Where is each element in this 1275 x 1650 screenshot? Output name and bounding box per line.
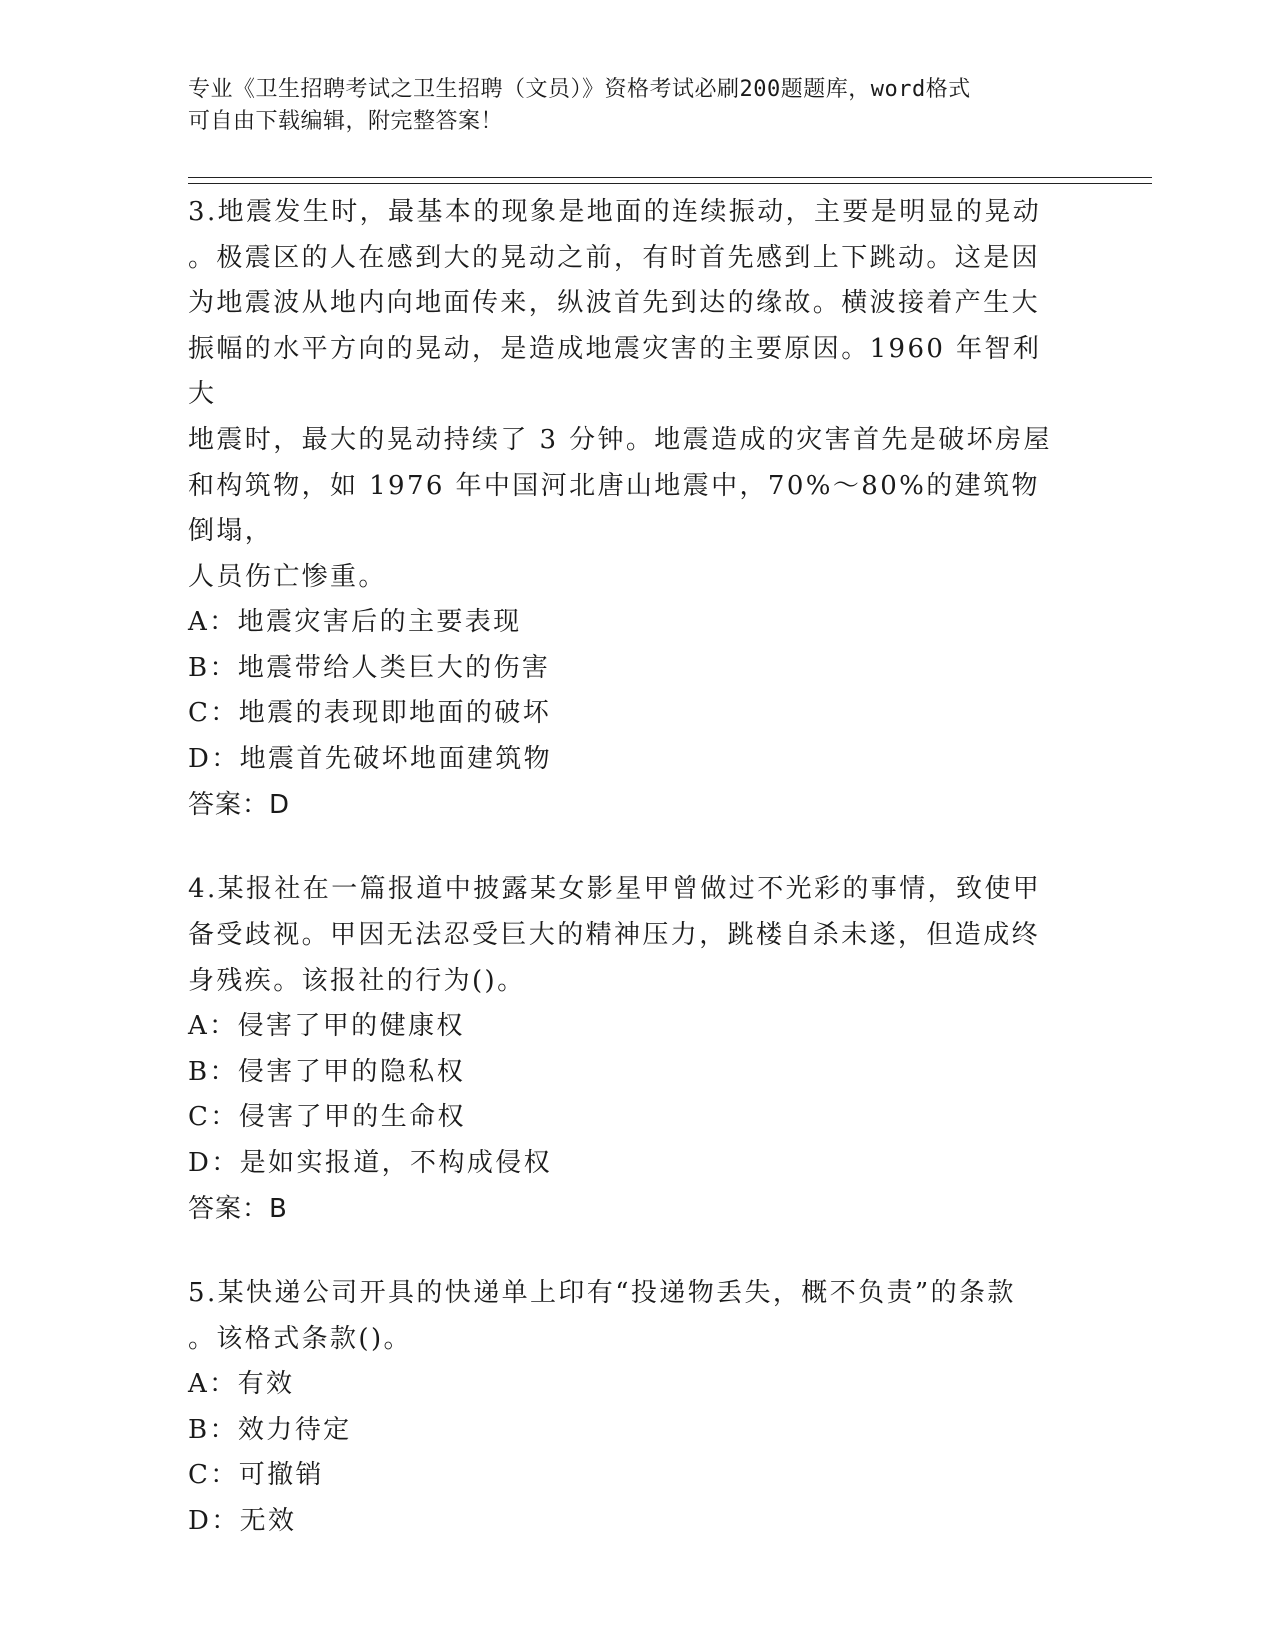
option-b: B：侵害了甲的隐私权 (188, 1056, 466, 1087)
answer-line: 答案：B (188, 1194, 288, 1225)
option-c: C：地震的表现即地面的破坏 (188, 698, 552, 729)
question-5 (188, 1271, 1068, 1544)
document-header (188, 74, 1068, 138)
option-d: D：是如实报道，不构成侵权 (188, 1147, 553, 1178)
question-stem-line: 人员伤亡惨重。 (188, 561, 387, 592)
question-stem-line: 地震时，最大的晃动持续了 3 分钟。地震造成的灾害首先是破坏房屋 (188, 424, 1052, 455)
question-stem-line: 和构筑物，如 1976 年中国河北唐山地震中，70%～80%的建筑物倒塌， (188, 470, 1040, 547)
header-divider-top (188, 177, 1152, 178)
option-c: C：可撤销 (188, 1460, 324, 1491)
option-b: B：地震带给人类巨大的伤害 (188, 652, 551, 683)
question-list (188, 190, 1068, 1544)
option-b: B：效力待定 (188, 1414, 352, 1445)
option-a: A：地震灾害后的主要表现 (188, 607, 522, 638)
option-c: C：侵害了甲的生命权 (188, 1102, 466, 1133)
question-stem-line: 3.地震发生时，最基本的现象是地面的连续振动，主要是明显的晃动 (188, 197, 1042, 227)
question-stem-line: 备受歧视。甲因无法忍受巨大的精神压力，跳楼自杀未遂，但造成终 (188, 919, 1041, 950)
question-stem-line: 振幅的水平方向的晃动，是造成地震灾害的主要原因。1960 年智利大 (188, 333, 1042, 410)
question-stem-line: 身残疾。该报社的行为()。 (188, 965, 526, 996)
answer-line: 答案：D (188, 790, 291, 821)
header-line-1: 专业《卫生招聘考试之卫生招聘（文员）》资格考试必刷200题题库，word格式 (188, 77, 971, 102)
question-stem-line: 为地震波从地内向地面传来，纵波首先到达的缘故。横波接着产生大 (188, 288, 1041, 319)
question-stem-line: 5.某快递公司开具的快递单上印有“投递物丢失，概不负责”的条款 (188, 1278, 1016, 1309)
header-divider-bottom (188, 183, 1152, 184)
header-line-2: 可自由下载编辑，附完整答案！ (188, 109, 504, 134)
question-stem-line: 。该格式条款()。 (188, 1323, 412, 1354)
option-a: A：有效 (188, 1369, 295, 1400)
question-stem-line: 。极震区的人在感到大的晃动之前，有时首先感到上下跳动。这是因 (188, 242, 1041, 273)
option-d: D：地震首先破坏地面建筑物 (188, 743, 553, 774)
question-3 (188, 190, 1068, 828)
option-d: D：无效 (188, 1505, 297, 1536)
question-4 (188, 867, 1068, 1232)
option-a: A：侵害了甲的健康权 (188, 1011, 465, 1042)
question-stem-line: 4.某报社在一篇报道中披露某女影星甲曾做过不光彩的事情，致使甲 (188, 874, 1042, 905)
